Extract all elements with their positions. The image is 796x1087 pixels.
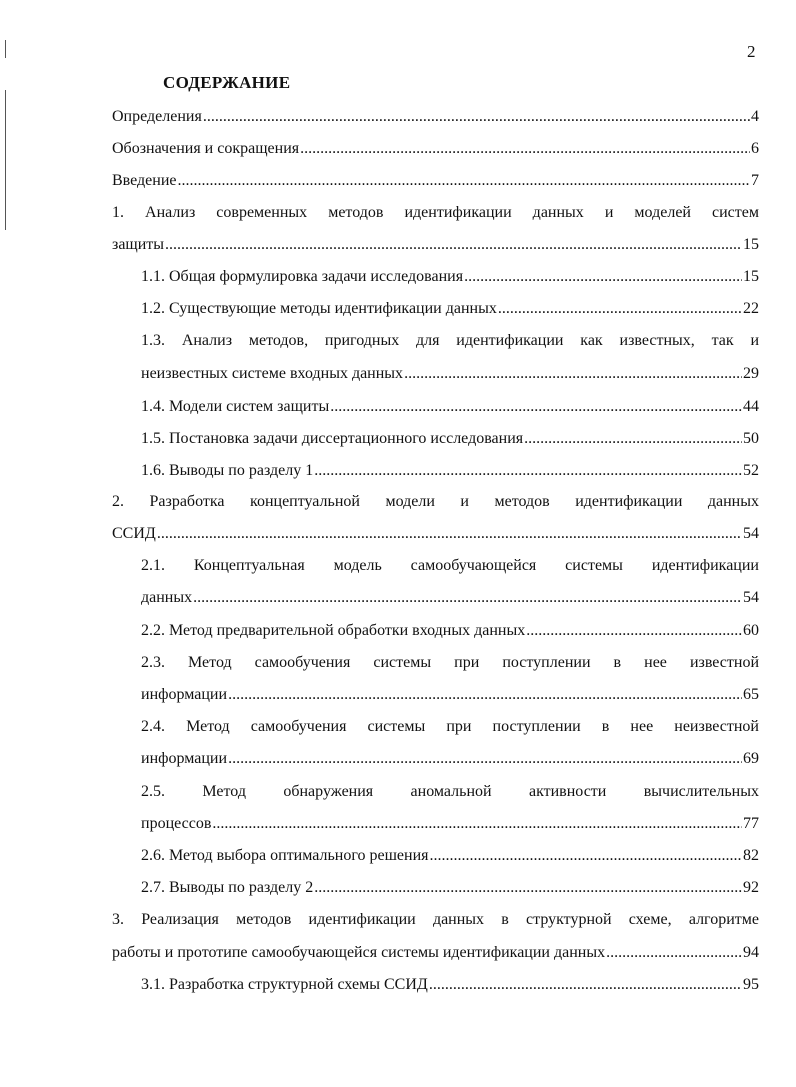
toc-entry-text: Введение	[112, 172, 177, 189]
toc-entry-2-3-line1[interactable]: 2.3. Метод самообучения системы при поступлении в нее известной	[141, 654, 759, 671]
toc-entry-ch2[interactable]	[112, 523, 759, 545]
toc-entry-ch1[interactable]	[112, 234, 759, 256]
toc-entry-text: 2.7. Выводы по разделу 2	[141, 879, 314, 896]
toc-entry-2-2[interactable]	[141, 620, 759, 642]
scan-edge-mark	[5, 90, 6, 230]
toc-entry-3-1[interactable]	[141, 974, 759, 996]
toc-entry-text: процессов	[141, 815, 212, 832]
toc-entry-text: работы и прототипе самообучающейся системы идентификации данных	[112, 944, 606, 961]
dot-leader	[193, 587, 742, 609]
toc-entry-page: 60	[743, 622, 759, 639]
dot-leader	[526, 620, 742, 642]
toc-entry-1-6[interactable]	[141, 460, 759, 482]
dot-leader	[314, 460, 742, 482]
dot-leader	[429, 974, 742, 996]
toc-entry-page: 54	[743, 525, 759, 542]
dot-leader	[157, 523, 742, 545]
toc-entry-text: неизвестных системе входных данных	[141, 365, 404, 382]
toc-entry-definitions[interactable]	[112, 106, 759, 128]
dot-leader	[430, 845, 742, 867]
toc-entry-page: 50	[743, 430, 759, 447]
toc-entry-ch3-line1[interactable]: 3. Реализация методов идентификации данных в структурной схеме, алгоритме	[112, 911, 759, 928]
dot-leader	[330, 396, 742, 418]
dot-leader	[300, 138, 750, 160]
toc-entry-2-1[interactable]	[141, 587, 759, 609]
scan-edge-mark	[5, 40, 6, 58]
toc-entry-page: 29	[743, 365, 759, 382]
toc-entry-text: 1.5. Постановка задачи диссертационного исследования	[141, 430, 524, 447]
toc-entry-ch2-line1[interactable]: 2. Разработка концептуальной модели и методов идентификации данных	[112, 493, 759, 510]
toc-entry-text: 1.4. Модели систем защиты	[141, 398, 330, 415]
dot-leader	[464, 266, 742, 288]
toc-entry-page: 52	[743, 462, 759, 479]
toc-entry-page: 82	[743, 847, 759, 864]
toc-entry-2-4[interactable]	[141, 748, 759, 770]
toc-entry-page: 77	[743, 815, 759, 832]
toc-entry-page: 15	[743, 268, 759, 285]
toc-entry-page: 95	[743, 976, 759, 993]
toc-entry-2-5[interactable]	[141, 813, 759, 835]
toc-entry-text: ССИД	[112, 525, 156, 542]
page-number: 2	[747, 42, 756, 61]
toc-entry-2-1-line1[interactable]: 2.1. Концептуальная модель самообучающейся системы идентификации	[141, 557, 759, 574]
toc-entry-text: 1.2. Существующие методы идентификации данных	[141, 300, 497, 317]
toc-entry-2-3[interactable]	[141, 684, 759, 706]
toc-entry-2-6[interactable]	[141, 845, 759, 867]
dot-leader	[178, 170, 751, 192]
toc-entry-abbreviations[interactable]	[112, 138, 759, 160]
toc-entry-1-2[interactable]	[141, 298, 759, 320]
toc-entry-1-4[interactable]	[141, 396, 759, 418]
toc-entry-page: 65	[743, 686, 759, 703]
toc-entry-page: 4	[751, 108, 759, 125]
toc-entry-text: данных	[141, 589, 193, 606]
toc-entry-1-5[interactable]	[141, 428, 759, 450]
dot-leader	[606, 942, 742, 964]
toc-entry-page: 15	[743, 236, 759, 253]
dot-leader	[498, 298, 742, 320]
toc-entry-page: 44	[743, 398, 759, 415]
toc-entry-page: 54	[743, 589, 759, 606]
toc-entry-text: Определения	[112, 108, 202, 125]
dot-leader	[524, 428, 742, 450]
toc-entry-text: 1.6. Выводы по разделу 1	[141, 462, 314, 479]
toc-entry-page: 7	[751, 172, 759, 189]
dot-leader	[165, 234, 742, 256]
toc-entry-page: 69	[743, 750, 759, 767]
toc-entry-2-4-line1[interactable]: 2.4. Метод самообучения системы при поступлении в нее неизвестной	[141, 718, 759, 735]
toc-title: СОДЕРЖАНИЕ	[163, 73, 291, 92]
dot-leader	[212, 813, 742, 835]
dot-leader	[314, 877, 742, 899]
dot-leader	[203, 106, 750, 128]
toc-entry-text: 3.1. Разработка структурной схемы ССИД	[141, 976, 428, 993]
toc-entry-page: 92	[743, 879, 759, 896]
toc-entry-text: Обозначения и сокращения	[112, 140, 300, 157]
dot-leader	[228, 684, 742, 706]
toc-entry-page: 94	[743, 944, 759, 961]
dot-leader	[404, 363, 742, 385]
toc-entry-ch1-line1[interactable]: 1. Анализ современных методов идентификации данных и моделей систем	[112, 204, 759, 221]
toc-entry-text: информации	[141, 686, 228, 703]
toc-entry-text: информации	[141, 750, 228, 767]
toc-entry-page: 6	[751, 140, 759, 157]
toc-entry-text: 2.2. Метод предварительной обработки входных данных	[141, 622, 526, 639]
toc-entry-2-7[interactable]	[141, 877, 759, 899]
dot-leader	[228, 748, 742, 770]
toc-entry-introduction[interactable]	[112, 170, 759, 192]
toc-entry-ch3[interactable]	[112, 942, 759, 964]
toc-entry-2-5-line1[interactable]: 2.5. Метод обнаружения аномальной активности вычислительных	[141, 783, 759, 800]
toc-entry-1-3[interactable]	[141, 363, 759, 385]
toc-entry-1-3-line1[interactable]: 1.3. Анализ методов, пригодных для идентификации как известных, так и	[141, 332, 759, 349]
toc-entry-text: 2.6. Метод выбора оптимального решения	[141, 847, 429, 864]
toc-entry-text: 1.1. Общая формулировка задачи исследования	[141, 268, 464, 285]
toc-entry-page: 22	[743, 300, 759, 317]
toc-entry-1-1[interactable]	[141, 266, 759, 288]
toc-entry-text: защиты	[112, 236, 165, 253]
